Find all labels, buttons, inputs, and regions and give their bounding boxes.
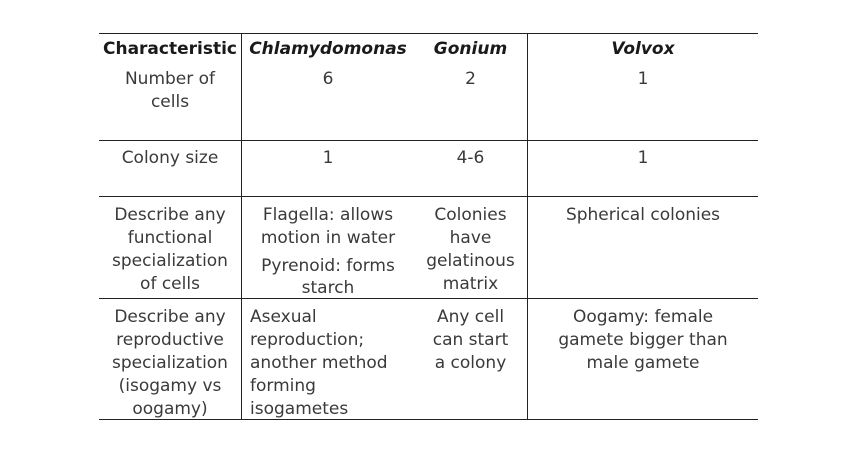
- cell-chlamydomonas-pyrenoid: Pyrenoid: forms starch: [261, 256, 395, 298]
- cell-volvox-number: 1: [637, 69, 649, 89]
- cell-gonium-number: 2: [465, 69, 476, 89]
- row-label-colony-size: Colony size: [121, 148, 219, 168]
- cell-chlamydomonas-colony-size: 1: [322, 148, 334, 168]
- cell-volvox-colony-size: 1: [637, 148, 649, 168]
- row-divider: [99, 196, 758, 197]
- header-characteristic: Characteristic: [103, 39, 237, 59]
- cell-volvox-reproductive: Oogamy: female gamete bigger than male gamete: [558, 307, 728, 373]
- row-label-functional-specialization: Describe any functional specialization of cells: [112, 205, 228, 294]
- header-chlamydomonas: Chlamydomonas: [249, 39, 407, 59]
- header-gonium: Gonium: [433, 39, 508, 59]
- cell-chlamydomonas-flagella: Flagella: allows motion in water: [260, 205, 396, 248]
- cell-gonium-functional: Colonies have gelatinous matrix: [426, 205, 515, 294]
- row-divider: [99, 298, 758, 299]
- row-label-reproductive-specialization: Describe any reproductive specialization (isogamy vs oogamy): [112, 307, 228, 419]
- row-label-number-of-cells: Number of cells: [124, 69, 216, 112]
- cell-gonium-colony-size: 4-6: [456, 148, 485, 168]
- row-divider: [99, 140, 758, 141]
- cell-chlamydomonas-number: 6: [322, 69, 334, 89]
- comparison-table: [99, 33, 758, 420]
- cell-gonium-reproductive: Any cell can start a colony: [432, 307, 509, 373]
- header-volvox: Volvox: [611, 39, 675, 59]
- cell-volvox-functional: Spherical colonies: [565, 205, 721, 225]
- cell-chlamydomonas-reproductive: Asexual reproduction; another method forming isogametes: [250, 307, 388, 419]
